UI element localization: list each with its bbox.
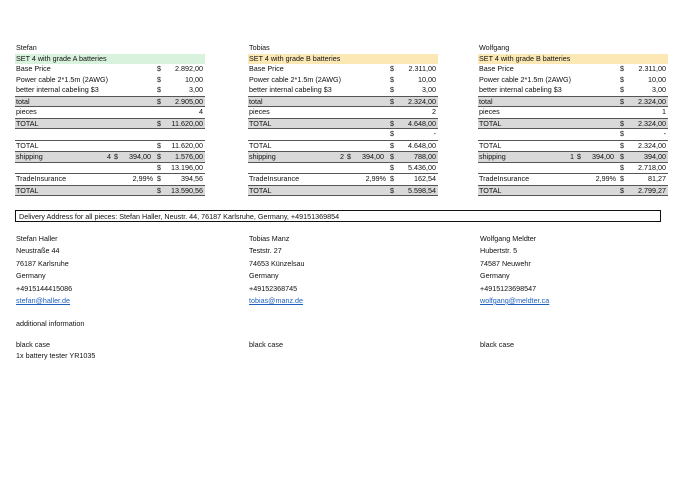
cabeling-row: better internal cabeling $3 $ 3,00 <box>16 85 203 94</box>
column-name: Tobias <box>249 43 270 52</box>
column-name: Stefan <box>16 43 37 52</box>
base-price-row: Base Price $ 2.892,00 <box>16 64 203 73</box>
cable-row: Power cable 2*1.5m (2AWG) $ 10,00 <box>16 74 203 84</box>
email-link[interactable]: wolfgang@meldter.ca <box>480 295 550 305</box>
address-tobias <box>249 233 449 307</box>
shipping-row: shipping 2 $ 394,00 $ 788,00 <box>249 152 436 161</box>
address-city: 76187 Karlsruhe <box>16 258 69 268</box>
email-link[interactable]: tobias@manz.de <box>249 295 304 305</box>
total2-row: TOTAL $ 11.620,00 <box>16 140 203 150</box>
final-total-row: TOTAL $ 5.598,54 <box>249 185 436 195</box>
cable-row: Power cable 2*1.5m (2AWG) $ 10,00 <box>479 74 666 84</box>
insurance-row: TradeInsurance 2,99% $ 394,56 <box>16 174 203 183</box>
subtotal-row: $ 5.436,00 <box>390 162 436 172</box>
final-total-row: TOTAL $ 13.590,56 <box>16 185 203 195</box>
note-stefan-1: black case <box>16 340 50 349</box>
quote-column-tobias <box>248 43 438 196</box>
shipping-row: shipping 1 $ 394,00 $ 394,00 <box>479 152 666 161</box>
address-street: Hubertstr. 5 <box>480 246 518 256</box>
subtotal-row: $ 13.196,00 <box>157 162 203 172</box>
shipping-row: shipping 4 $ 394,00 $ 1.576,00 <box>16 152 203 161</box>
address-street: Teststr. 27 <box>249 246 282 256</box>
total-row: total $ 2.905,00 <box>16 96 203 106</box>
note-wolfgang-1: black case <box>480 340 514 349</box>
address-country: Germany <box>480 271 510 281</box>
delivery-address-box: Delivery Address for all pieces: Stefan Haller, Neustr. 44, 76187 Karlsruhe, Germany, +49151369854 <box>15 210 661 222</box>
note-stefan-2: 1x battery tester YR1035 <box>16 351 96 360</box>
insurance-row: TradeInsurance 2,99% $ 162,54 <box>249 174 436 183</box>
cable-row: Power cable 2*1.5m (2AWG) $ 10,00 <box>249 74 436 84</box>
address-city: 74587 Neuwehr <box>480 258 531 268</box>
address-phone: +4915123698547 <box>480 283 537 293</box>
address-wolfgang <box>480 233 680 307</box>
total-row: total $ 2.324,00 <box>479 96 666 106</box>
set-label-row: SET 4 with grade B batteries <box>478 54 668 65</box>
address-country: Germany <box>249 271 279 281</box>
column-name: Wolfgang <box>479 43 510 52</box>
address-name: Tobias Manz <box>249 234 290 243</box>
pieces-row: pieces 2 <box>249 107 436 116</box>
address-city: 74653 Künzelsau <box>249 258 305 268</box>
final-total-row: TOTAL $ 2.799,27 <box>479 185 666 195</box>
pieces-row: pieces 1 <box>479 107 666 116</box>
insurance-row: TradeInsurance 2,99% $ 81,27 <box>479 174 666 183</box>
email-link[interactable]: stefan@haller.de <box>16 295 71 305</box>
address-street: Neustraße 44 <box>16 246 60 256</box>
pieces-row: pieces 4 <box>16 107 203 116</box>
cabeling-row: better internal cabeling $3 $ 3,00 <box>249 85 436 94</box>
address-stefan <box>16 233 216 307</box>
address-country: Germany <box>16 271 46 281</box>
set-label-row: SET 4 with grade B batteries <box>248 54 438 65</box>
additional-info-label: additional information <box>16 319 85 328</box>
grand-total-row: TOTAL $ 11.620,00 <box>16 118 203 128</box>
address-phone: +4915144415086 <box>16 283 73 293</box>
quote-column-wolfgang <box>478 43 668 196</box>
total2-row: TOTAL $ 2.324,00 <box>479 140 666 150</box>
grand-total-row: TOTAL $ 4.648,00 <box>249 118 436 128</box>
grand-total-row: TOTAL $ 2.324,00 <box>479 118 666 128</box>
base-price-row: Base Price $ 2.311,00 <box>479 64 666 73</box>
cabeling-row: better internal cabeling $3 $ 3,00 <box>479 85 666 94</box>
blank-row: $ - <box>390 129 436 138</box>
base-price-row: Base Price $ 2.311,00 <box>249 64 436 73</box>
quote-column-stefan <box>15 43 205 196</box>
subtotal-row: $ 2.718,00 <box>620 162 666 172</box>
blank-row: $ - <box>620 129 666 138</box>
total2-row: TOTAL $ 4.648,00 <box>249 140 436 150</box>
address-name: Stefan Haller <box>16 234 58 243</box>
total-row: total $ 2.324,00 <box>249 96 436 106</box>
set-label-row: SET 4 with grade A batteries <box>15 54 205 65</box>
address-name: Wolfgang Meldter <box>480 234 537 243</box>
blank-row <box>15 129 205 140</box>
address-phone: +49152368745 <box>249 283 298 293</box>
note-tobias-1: black case <box>249 340 283 349</box>
